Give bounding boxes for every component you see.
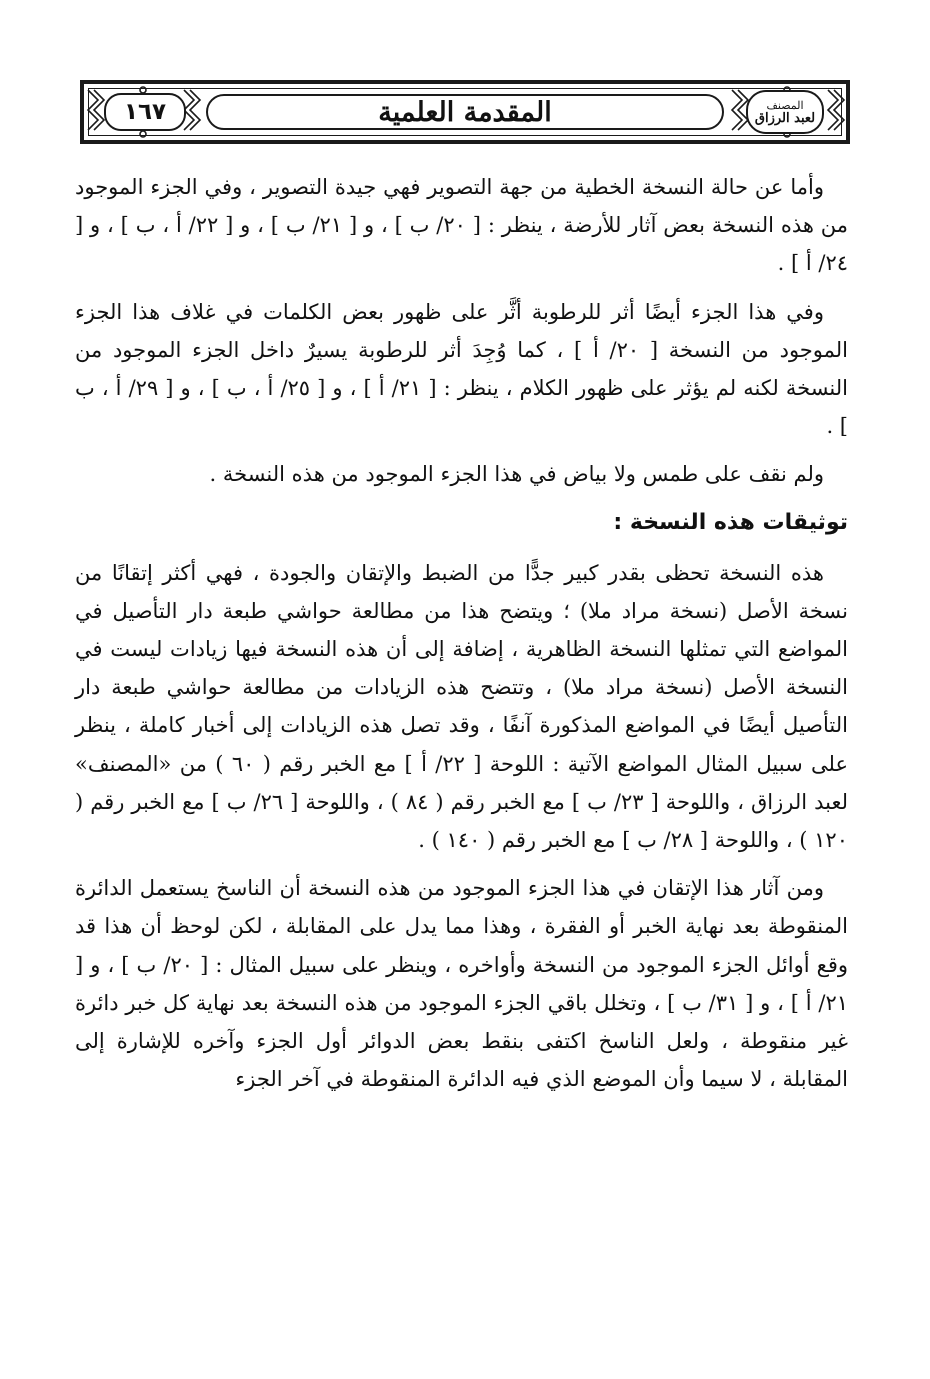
running-header [80, 80, 850, 144]
emblem-text-top: المصنف [766, 98, 804, 112]
book-emblem [746, 90, 824, 134]
title-cartouche [206, 94, 724, 130]
page-number: ١٦٧ [104, 93, 186, 131]
header-ornament-left [84, 84, 202, 140]
emblem-text-bottom: لعبد الرزاق [754, 110, 816, 126]
page-body [75, 168, 848, 1108]
section-heading: توثيقات هذه النسخة : [613, 509, 848, 535]
paragraph-no-blots: ولم نقف على طمس ولا بياض في هذا الجزء الموجود من هذه النسخة . [209, 462, 824, 487]
paragraph-collation-marks: ومن آثار هذا الإتقان في هذا الجزء الموجود من هذه النسخة أن الناسخ يستعمل الدائرة المنقوطة بعد نهاية الخبر أو الفقرة ، وهذا مما يدل على المقابلة ، لكن لوحظ أن هذا قد وقع أوائل الجزء الموجود من النسخة وأواخره ، وينظر على سبيل المثال : [ ٢٠/ ب ] ، و [ ٢١/ أ ] ، و [ ٣١/ ب ] ، وتخلل باقي الجزء الموجود من هذه النسخة بعد نهاية كل خبر دائرة غير منقوطة ، ولعل الناسخ اكتفى بنقط بعض الدوائر أول الجزء وآخره للإشارة إلى المقابلة ، لا سيما وأن الموضع الذي فيه الدائرة المنقوطة في آخر الجزء [75, 876, 848, 1092]
paragraph-moisture-damage: وفي هذا الجزء أيضًا أثر للرطوبة أثَّر على ظهور بعض الكلمات في غلاف هذا الجزء الموجود من النسخة [ ٢٠/ أ ] ، كما وُجِدَ أثر للرطوبة يسيرٌ داخل الجزء الموجود من النسخة لكنه لم يؤثر على ظهور الكلام ، ينظر : [ ٢١/ أ ] ، و [ ٢٥/ أ ، ب ] ، و [ ٢٩/ أ ، ب ] . [75, 299, 849, 439]
header-ornament-right [728, 84, 846, 140]
paragraph-accuracy: هذه النسخة تحظى بقدر كبير جدًّا من الضبط والإتقان والجودة ، فهي أكثر إتقانًا من نسخة الأصل (نسخة مراد ملا) ؛ ويتضح هذا من مطالعة حواشي طبعة دار التأصيل في المواضع التي تمثلها النسخة الظاهرية ، إضافة إلى أن هذه النسخة فيها زيادات ليست في النسخة الأصل (نسخة مراد ملا) ، وتتضح هذه الزيادات من مطالعة حواشي طبعة دار التأصيل أيضًا في المواضع المذكورة آنفًا ، وقد تصل هذه الزيادات إلى أخبار كاملة ، ينظر على سبيل المثال المواضع الآتية : اللوحة [ ٢٢/ أ ] مع الخبر رقم ( ٦٠ ) من «المصنف» لعبد الرزاق ، واللوحة [ ٢٣/ ب ] مع الخبر رقم ( ٨٤ ) ، واللوحة [ ٢٦/ ب ] مع الخبر رقم ( ١٢٠ ) ، واللوحة [ ٢٨/ ب ] مع الخبر رقم ( ١٤٠ ) . [75, 560, 848, 853]
paragraph-scan-condition: وأما عن حالة النسخة الخطية من جهة التصوير فهي جيدة التصوير ، وفي الجزء الموجود من هذه النسخة بعض آثار للأرضة ، ينظر : [ ٢٠/ ب ] ، و [ ٢١/ ب ] ، و [ ٢٢/ أ ، ب ] ، و [ ٢٤/ أ ] . [75, 175, 849, 276]
running-title: المقدمة العلمية [378, 96, 552, 128]
